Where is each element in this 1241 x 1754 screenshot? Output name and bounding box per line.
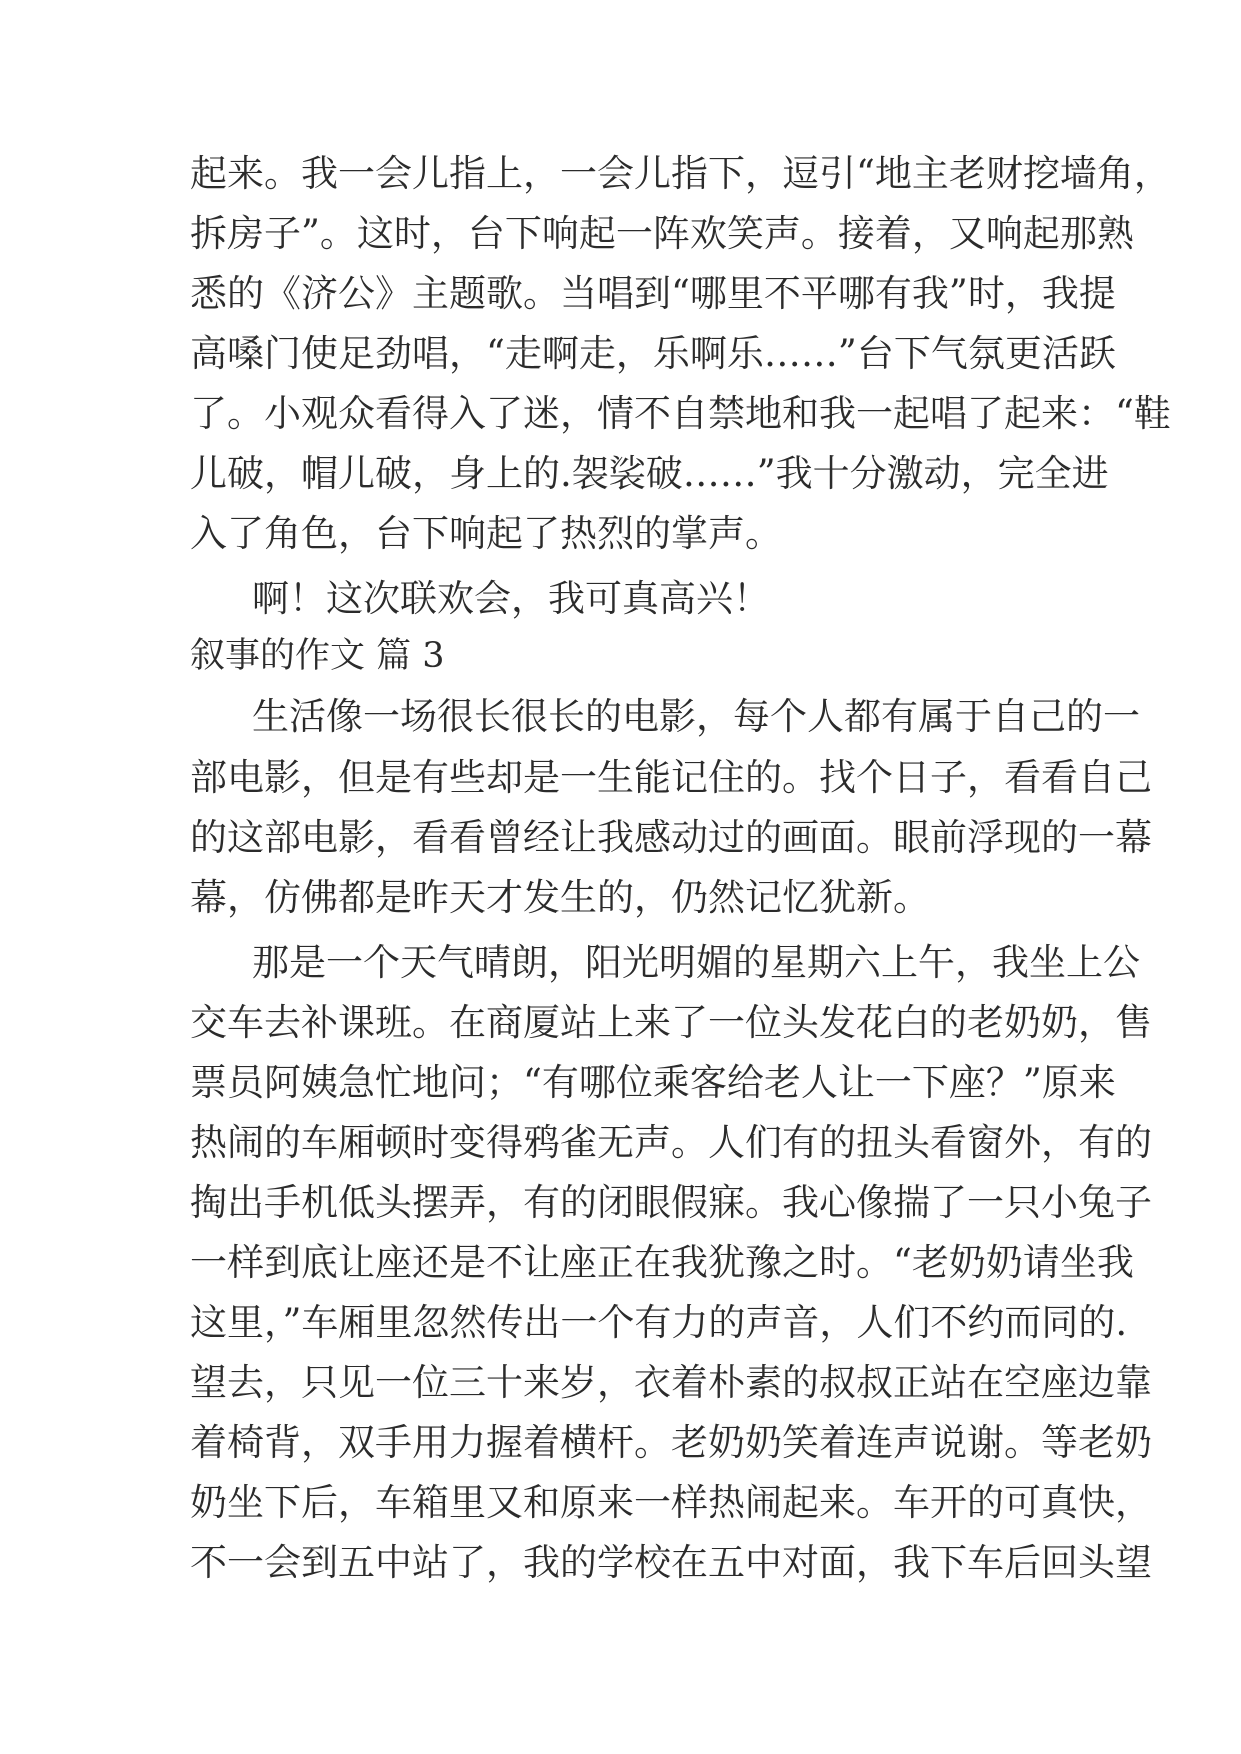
line-text: 入了角色，台下响起了热烈的掌声。 xyxy=(190,512,782,555)
line-text: 那是一个天气晴朗，阳光明媚的星期六上午，我坐上公 xyxy=(252,941,1140,984)
line-text: 交车去补课班。在商厦站上来了一位头发花白的老奶奶，售 xyxy=(190,1001,1152,1044)
line-text: 幕，仿佛都是昨天才发生的，仍然记忆犹新。 xyxy=(190,876,930,919)
line-text: 掏出手机低头摆弄，有的闭眼假寐。我心像揣了一只小兔子 xyxy=(190,1181,1152,1224)
text-line xyxy=(0,504,1241,564)
line-text: 儿破，帽儿破，身上的.袈裟破……”我十分激动，完全进 xyxy=(190,452,1109,495)
line-text: 着椅背，双手用力握着横杆。老奶奶笑着连声说谢。等老奶 xyxy=(190,1421,1152,1464)
line-text: 这里，”车厢里忽然传出一个有力的声音，人们不约而同的. xyxy=(190,1301,1128,1344)
text-line xyxy=(0,687,1241,747)
text-line xyxy=(0,1053,1241,1113)
text-line xyxy=(0,1533,1241,1593)
text-line xyxy=(0,384,1241,444)
section-heading xyxy=(0,626,1241,686)
text-line xyxy=(0,933,1241,993)
heading-text: 叙事的作文 篇 3 xyxy=(190,636,445,676)
line-text: 热闹的车厢顿时变得鸦雀无声。人们有的扭头看窗外，有的 xyxy=(190,1121,1152,1164)
text-line xyxy=(0,204,1241,264)
line-text: 奶坐下后，车箱里又和原来一样热闹起来。车开的可真快， xyxy=(190,1481,1152,1524)
text-line xyxy=(0,444,1241,504)
line-text: 拆房子”。这时，台下响起一阵欢笑声。接着，又响起那熟 xyxy=(190,212,1134,255)
text-line xyxy=(0,808,1241,868)
line-text: 起来。我一会儿指上，一会儿指下，逗引“地主老财挖墙角， xyxy=(190,152,1171,195)
text-line xyxy=(0,993,1241,1053)
text-line xyxy=(0,748,1241,808)
line-text: 的这部电影，看看曾经让我感动过的画面。眼前浮现的一幕 xyxy=(190,816,1152,859)
text-line xyxy=(0,1113,1241,1173)
text-line xyxy=(0,1413,1241,1473)
text-line xyxy=(0,1173,1241,1233)
line-text: 高嗓门使足劲唱，“走啊走，乐啊乐……”台下气氛更活跃 xyxy=(190,332,1116,375)
line-text: 悉的《济公》主题歌。当唱到“哪里不平哪有我”时，我提 xyxy=(190,272,1116,315)
text-line xyxy=(0,1233,1241,1293)
line-text: 啊！这次联欢会，我可真高兴！ xyxy=(252,577,770,620)
text-line xyxy=(0,868,1241,928)
line-text: 票员阿姨急忙地问；“有哪位乘客给老人让一下座？”原来 xyxy=(190,1061,1116,1104)
text-line xyxy=(0,144,1241,204)
text-line xyxy=(0,264,1241,324)
text-line xyxy=(0,1353,1241,1413)
line-text: 部电影，但是有些却是一生能记住的。找个日子，看看自己 xyxy=(190,756,1152,799)
text-line xyxy=(0,324,1241,384)
line-text: 望去，只见一位三十来岁，衣着朴素的叔叔正站在空座边靠 xyxy=(190,1361,1152,1404)
line-text: 生活像一场很长很长的电影，每个人都有属于自己的一 xyxy=(252,695,1140,738)
text-line xyxy=(0,569,1241,629)
text-line xyxy=(0,1293,1241,1353)
line-text: 一样到底让座还是不让座正在我犹豫之时。“老奶奶请坐我 xyxy=(190,1241,1134,1284)
line-text: 了。小观众看得入了迷，情不自禁地和我一起唱了起来：“鞋 xyxy=(190,392,1171,435)
line-text: 不一会到五中站了，我的学校在五中对面，我下车后回头望 xyxy=(190,1541,1152,1584)
text-line xyxy=(0,1473,1241,1533)
